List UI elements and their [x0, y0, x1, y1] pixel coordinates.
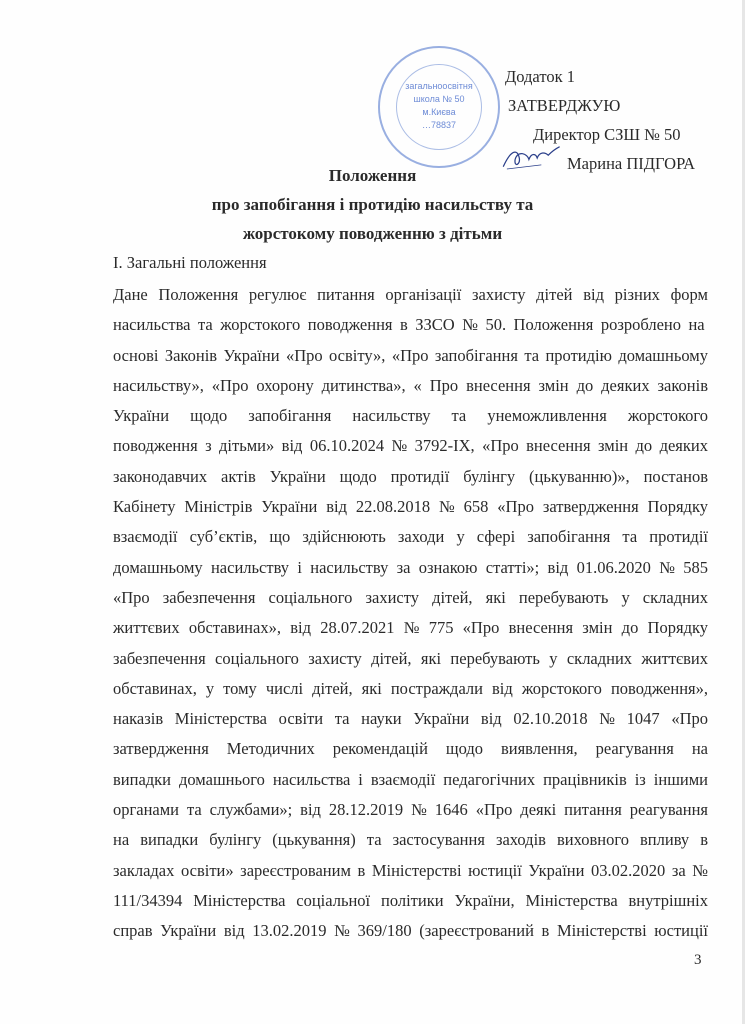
body-line: насильству», «Про охорону дитинства», « Про внесення змін до деяких законів — [113, 375, 708, 395]
body-line: України щодо запобігання насильству та унеможливлення жорстокого — [113, 406, 708, 426]
body-line: обставинах, у тому числі дітей, які постраждали від жорстокого поводження», — [113, 678, 708, 698]
director-position: Директор СЗШ № 50 — [533, 125, 681, 144]
body-line: взаємодії суб’єктів, що здійснюють заходи у сфері запобігання та протидії — [113, 527, 708, 547]
stamp-code: …78837 — [421, 120, 457, 130]
body-line: наказів Міністерства освіти та науки України від 02.10.2018 № 1047 «Про — [113, 709, 708, 729]
page-number: 3 — [694, 952, 702, 968]
body-line: поводження з дітьми» від 06.10.2024 № 3792-IX, «Про внесення змін до деяких — [113, 436, 708, 456]
body-line: на випадки булінгу (цькування) та застосування заходів виховного впливу в — [113, 830, 708, 850]
document-subtitle-line2: жорстокому поводженню з дітьми — [242, 224, 503, 243]
document-subtitle-line1: про запобігання і протидію насильству та — [211, 195, 534, 214]
stamp-line: загальноосвітня — [405, 81, 473, 91]
body-line: Дане Положення регулює питання організації захисту дітей від різних форм — [113, 285, 708, 304]
body-line: основі Законів України «Про освіту», «Про запобігання та протидію домашньому — [113, 345, 708, 365]
approve-label: ЗАТВЕРДЖУЮ — [508, 96, 621, 115]
body-paragraph — [113, 280, 708, 947]
document-title: Положення — [328, 166, 417, 185]
body-line: затвердження Методичних рекомендацій щодо виявлення, реагування на — [113, 739, 708, 759]
stamp-text — [389, 80, 489, 132]
body-line: законодавчих актів України щодо протидії булінгу (цькуванню)», постанов — [113, 466, 708, 486]
body-line: забезпечення соціального захисту дітей, які перебувають у складних життєвих — [113, 648, 708, 668]
director-name: Марина ПІДГОРА — [567, 154, 696, 173]
stamp-line: школа № 50 — [413, 94, 465, 104]
section-heading: І. Загальні положення — [113, 253, 267, 272]
body-line: насильства та жорстокого поводження в ЗЗСО № 50. Положення розроблено на — [113, 315, 705, 335]
body-line: випадки домашнього насильства і взаємодії педагогічних працівників із іншими — [113, 769, 708, 789]
appendix-label: Додаток 1 — [505, 67, 575, 86]
body-line: Кабінету Міністрів України від 22.08.2018 № 658 «Про затвердження Порядку — [113, 497, 708, 517]
body-line: життєвих обставинах», від 28.07.2021 № 775 «Про внесення змін до Порядку — [113, 618, 708, 638]
stamp-line: м.Києва — [422, 107, 456, 117]
body-line: справ України від 13.02.2019 № 369/180 (зареєстрований в Міністерстві юстиції — [113, 921, 708, 941]
body-line: закладах освіти» зареєстрованим в Міністерстві юстиції України 03.02.2020 за № — [113, 860, 708, 880]
body-line: 111/34394 Міністерства соціальної політики України, Міністерства внутрішніх — [113, 890, 708, 910]
body-line: «Про забезпечення соціального захисту дітей, які перебувають у складних — [113, 587, 708, 607]
body-line: домашньому насильству і насильству за ознакою статті»; від 01.06.2020 № 585 — [113, 557, 708, 577]
body-line: органами та службами»; від 28.12.2019 № 1646 «Про деякі питання реагування — [113, 800, 708, 820]
